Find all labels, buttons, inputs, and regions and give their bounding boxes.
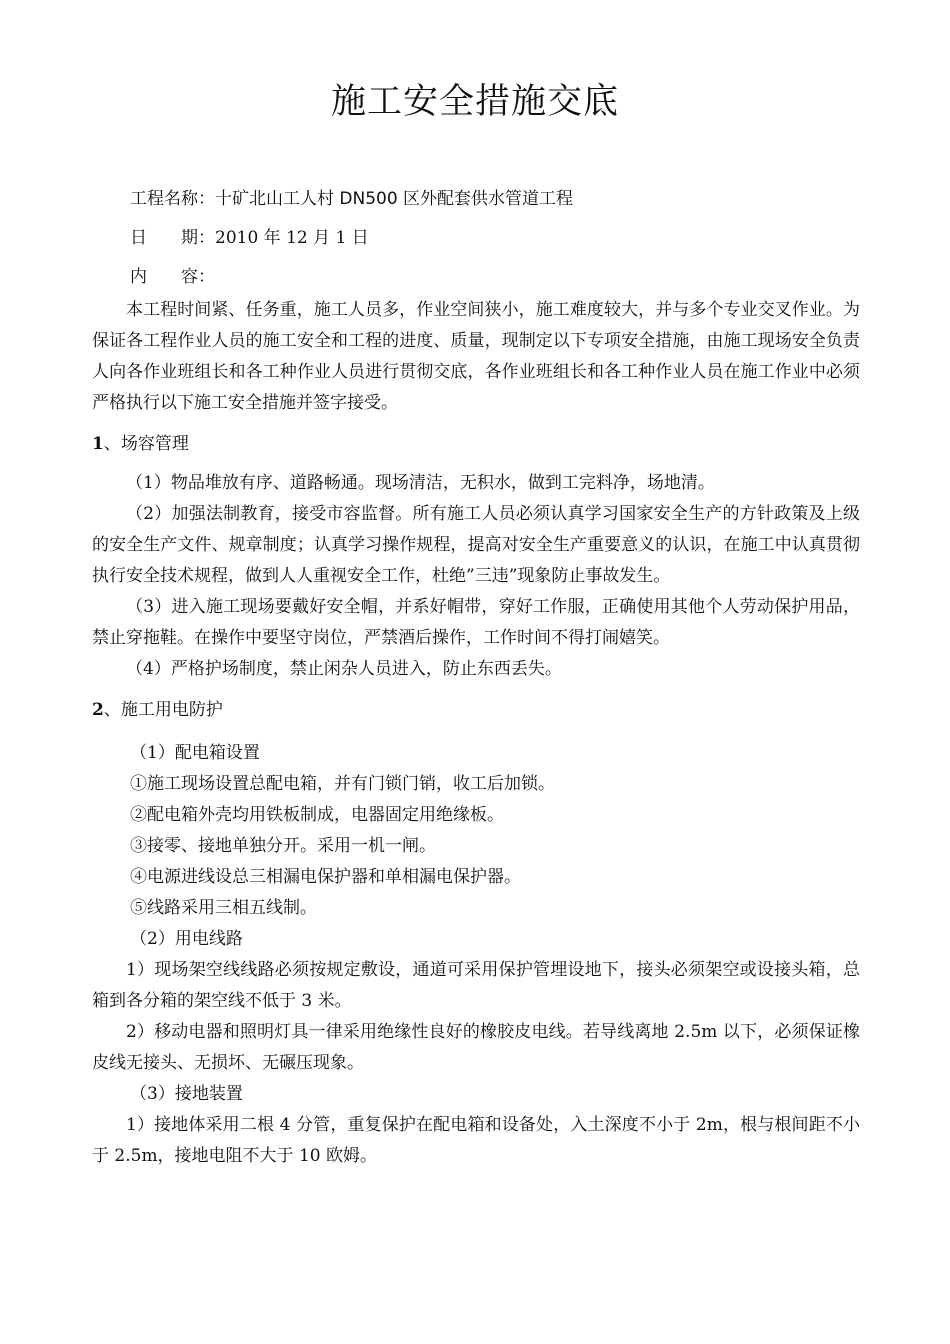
date-line [130,219,860,258]
sub-2-item: 1）现场架空线线路必须按规定敷设，通道可采用保护管埋设地下，接头必须架空或设接头箱，总箱到各分箱的架空线不低于 3 米。 [92,960,860,1011]
sub-1-item: ⑤线路采用三相五线制。 [130,898,317,918]
section-1-item: （3）进入施工现场要戴好安全帽，并系好帽带，穿好工作服，正确使用其他个人劳动保护用品，禁止穿拖鞋。在操作中要坚守岗位，严禁酒后操作，工作时间不得打闹嬉笑。 [92,597,860,648]
section-1-item: （2）加强法制教育，接受市容监督。所有施工人员必须认真学习国家安全生产的方针政策及上级的安全生产文件、规章制度；认真学习操作规程，提高对安全生产重要意义的认识，在施工中认真贯彻执行安全技术规程，做到人人重视安全工作，杜绝”三违”现象防止事故发生。 [92,504,860,586]
section-1-number: 1 [92,434,104,454]
sub-1-title: （1）配电箱设置 [130,743,260,763]
content-line [130,258,860,297]
date-value: 2010 年 12 月 1 日 [215,228,369,248]
document-body [92,180,860,1172]
sub-1-item: ④电源进线设总三相漏电保护器和单相漏电保护器。 [130,867,521,887]
sub-1-item: ②配电箱外壳均用铁板制成，电器固定用绝缘板。 [130,805,504,825]
section-2-heading [92,695,860,726]
sub-3-title: （3）接地装置 [130,1084,243,1104]
document-title: 施工安全措施交底 [330,82,619,122]
project-name-line [130,180,860,219]
section-1-title: 、场容管理 [103,434,189,454]
section-1-item: （4）严格护场制度，禁止闲杂人员进入，防止东西丢失。 [126,659,562,679]
content-label: 内 容： [130,267,215,287]
section-2-title: 、施工用电防护 [103,700,223,720]
sub-3-item: 1）接地体采用二根 4 分管，重复保护在配电箱和设备处，入土深度不小于 2m，根与根间距不小于 2.5m，接地电阻不大于 10 欧姆。 [92,1115,860,1166]
sub-1-item: ①施工现场设置总配电箱，并有门锁门销，收工后加锁。 [130,774,555,794]
sub-2-title: （2）用电线路 [130,929,243,949]
project-name: 十矿北山工人村 DN500 区外配套供水管道工程 [215,189,574,209]
date-label: 日 期： [130,228,215,248]
section-1-heading [92,429,860,460]
sub-1-item: ③接零、接地单独分开。采用一机一闸。 [130,836,436,856]
section-1-item: （1）物品堆放有序、道路畅通。现场清洁，无积水，做到工完料净，场地清。 [126,473,715,493]
project-label: 工程名称： [130,189,215,209]
section-2-number: 2 [92,700,104,720]
sub-2-item: 2）移动电器和照明灯具一律采用绝缘性良好的橡胶皮电线。若导线离地 2.5m 以下，必须保证橡皮线无接头、无损坏、无碾压现象。 [92,1022,860,1073]
intro-paragraph: 本工程时间紧、任务重，施工人员多，作业空间狭小，施工难度较大，并与多个专业交叉作业。为保证各工程作业人员的施工安全和工程的进度、质量，现制定以下专项安全措施，由施工现场安全负责人向各作业班组长和各工种作业人员进行贯彻交底，各作业班组长和各工种作业人员在施工作业中必须严格执行以下施工安全措施并签字接受。 [92,300,860,413]
